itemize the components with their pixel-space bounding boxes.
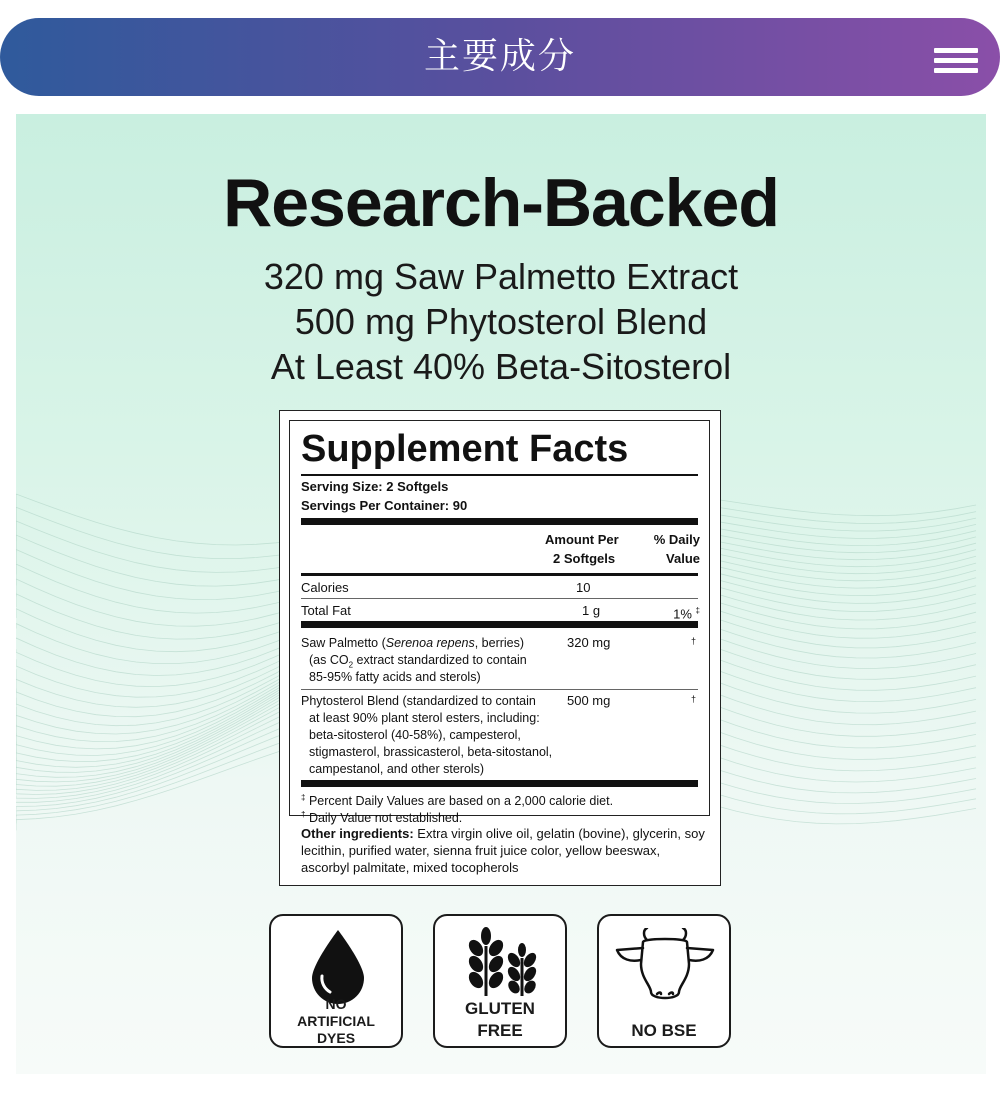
row-name: Calories <box>301 580 349 595</box>
claim-line: At Least 40% Beta-Sitosterol <box>270 346 732 387</box>
row-dv: 1% ‡ <box>673 606 700 622</box>
supplement-facts-label <box>279 410 721 886</box>
badge-label: NO <box>325 996 347 1012</box>
no-bse-badge <box>597 914 731 1048</box>
col-amount-header: Amount Per <box>545 532 619 547</box>
servings-per-container: Servings Per Container: 90 <box>301 498 468 513</box>
supplement-facts-box <box>289 420 710 826</box>
panel-heading: Research-Backed <box>223 165 779 241</box>
badge-label: NO BSE <box>631 1021 697 1040</box>
claim-line: 320 mg Saw Palmetto Extract <box>263 256 739 297</box>
col-dv-header: % Daily <box>653 532 700 547</box>
no-artificial-dyes-badge <box>269 914 403 1048</box>
saw-palmetto-dv: † <box>690 636 696 646</box>
phytosterol-row: at least 90% plant sterol esters, including: <box>309 711 540 725</box>
divider-thick <box>301 518 698 525</box>
footnote: † Daily Value not established. <box>301 810 463 826</box>
divider-thick <box>301 780 698 787</box>
cow-icon <box>613 928 717 1006</box>
hamburger-menu-icon[interactable] <box>934 48 978 74</box>
divider-thick <box>301 621 698 628</box>
col-amount-header: 2 Softgels <box>553 551 616 566</box>
badge-label: ARTIFICIAL <box>297 1013 375 1029</box>
row-amount: 1 g <box>582 603 601 618</box>
claim-line: 500 mg Phytosterol Blend <box>294 301 708 342</box>
divider-thin <box>301 598 698 599</box>
product-panel <box>16 114 986 1074</box>
phytosterol-row: Phytosterol Blend (standardized to contain <box>301 694 536 708</box>
wheat-icon <box>462 926 542 996</box>
row-amount: 10 <box>576 580 591 595</box>
phytosterol-amount: 500 mg <box>567 693 611 708</box>
other-ingredients: Other ingredients: Extra virgin olive oil, gelatin (bovine), glycerin, soy lecithin, purified water, sienna fruit juice color, yellow beeswax, ascorbyl palmitate, mixed tocopherols <box>301 826 705 875</box>
badge-label: FREE <box>477 1021 523 1040</box>
badge-label: GLUTEN <box>465 999 535 1018</box>
page-title: 主要成分 <box>423 36 576 77</box>
phytosterol-row: campestanol, and other sterols) <box>309 762 485 776</box>
footnote: ‡ Percent Daily Values are based on a 2,000 calorie diet. <box>301 793 614 809</box>
divider-thin <box>301 689 698 690</box>
serving-size: Serving Size: 2 Softgels <box>301 479 449 494</box>
facts-title: Supplement Facts <box>301 428 629 470</box>
row-name: Total Fat <box>301 603 351 618</box>
header-bar <box>0 18 1000 96</box>
col-dv-header: Value <box>666 551 700 566</box>
saw-palmetto-amount: 320 mg <box>567 635 611 650</box>
gluten-free-badge <box>433 914 567 1048</box>
phytosterol-row: beta-sitosterol (40-58%), campesterol, <box>309 728 521 742</box>
divider <box>301 573 698 576</box>
saw-palmetto-row: 85-95% fatty acids and sterols) <box>309 670 481 684</box>
drop-icon <box>308 928 368 1004</box>
saw-palmetto-row: (as $CO_2$ extract standardized to contain <box>309 653 527 670</box>
divider <box>301 474 698 476</box>
phytosterol-row: stigmasterol, brassicasterol, beta-sitostanol, <box>309 745 553 759</box>
saw-palmetto-row: Saw Palmetto (Serenoa repens, berries) <box>301 636 525 650</box>
phytosterol-dv: † <box>690 694 696 704</box>
badge-label: DYES <box>316 1030 356 1046</box>
